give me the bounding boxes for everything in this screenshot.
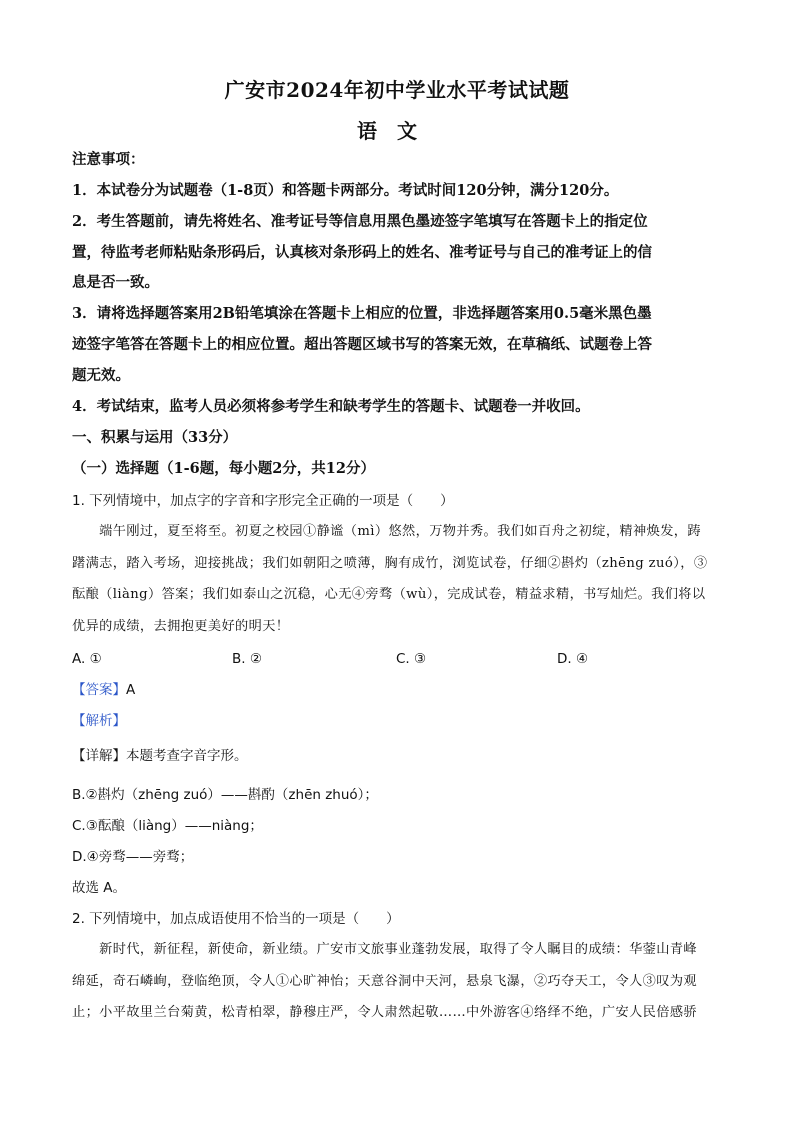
question-1-passage-line: 端午刚过，夏至将至。初夏之校园①静谧（mì）悠然，万物并秀。我们如百舟之初绽，精神焕发，踌 (72, 524, 701, 539)
option-b: B. ② (232, 651, 262, 667)
answer-label: 【答案】 (72, 682, 126, 698)
notice-line-5: 3．请将选择题答案用2B铅笔填涂在答题卡上相应的位置，非选择题答案用0.5毫米黑色墨 (72, 305, 652, 322)
notice-line-8: 4．考试结束，监考人员必须将参考学生和缺考学生的答题卡、试题卷一并收回。 (72, 398, 590, 415)
question-1-passage-line: 酝酿（liàng）答案；我们如泰山之沉稳，心无④旁骛（wù），完成试卷，精益求精，书写灿烂。我们将以 (72, 587, 706, 602)
answer-value: A (126, 682, 136, 698)
question-1-passage-line: 优异的成绩，去拥抱更美好的明天！ (72, 619, 290, 634)
notice-line-7: 题无效。 (72, 367, 130, 384)
detail-line (72, 746, 724, 766)
notice-line-3: 置，待监考老师粘贴条形码后，认真核对条形码上的姓名、准考证号与自己的准考证上的信 (72, 244, 652, 261)
question-2-passage-line: 新时代，新征程，新使命，新业绩。广安市文旅事业蓬勃发展，取得了令人瞩目的成绩：华蓥山青峰 (72, 942, 698, 957)
exam-title: 广安市2024年初中学业水平考试试题 (224, 78, 570, 102)
analysis-note: D.④旁骛——旁骛； (72, 849, 194, 865)
option-d: D. ④ (557, 651, 589, 667)
detail-text: 本题考查字音字形。 (126, 748, 248, 764)
notice-line-6: 迹签字笔答在答题卡上的相应位置。超出答题区域书写的答案无效，在草稿纸、试题卷上答 (72, 336, 652, 353)
analysis-conclusion: 故选 A。 (72, 880, 127, 896)
notice-heading: 注意事项： (72, 151, 145, 168)
analysis-line (72, 711, 724, 731)
question-1-passage-line: 躇满志，踏入考场，迎接挑战；我们如朝阳之喷薄，胸有成竹，浏览试卷，仔细②斟灼（zhēng zuó），③ (72, 556, 708, 571)
section-subheading: （一）选择题（1-6题，每小题2分，共12分） (72, 460, 375, 477)
question-2-stem: 2. 下列情境中，加点成语使用不恰当的一项是（ ） (72, 911, 400, 927)
notice-line-1: 1．本试卷分为试题卷（1-8页）和答题卡两部分。考试时间120分钟，满分120分。 (72, 182, 619, 199)
question-2-passage-line: 绵延，奇石嶙峋，登临绝顶，令人①心旷神怡；天意谷洞中天河，悬泉飞瀑，②巧夺天工，令人③叹为观 (72, 974, 698, 989)
analysis-note: C.③酝酿（liàng）——niàng； (72, 818, 263, 834)
detail-label: 【详解】 (72, 748, 126, 764)
option-c: C. ③ (396, 651, 427, 667)
notice-line-4: 息是否一致。 (72, 274, 159, 291)
question-2-passage-line: 止；小平故里兰台菊黄，松青柏翠，静穆庄严，令人肃然起敬……中外游客④络绎不绝，广安人民倍感骄 (72, 1005, 698, 1020)
notice-line-2: 2．考生答题前，请先将姓名、准考证号等信息用黑色墨迹签字笔填写在答题卡上的指定位 (72, 213, 648, 230)
question-1-stem: 1. 下列情境中，加点字的字音和字形完全正确的一项是（ ） (72, 493, 454, 509)
option-a: A. ① (72, 651, 102, 667)
subject-title: 语文 (357, 119, 437, 143)
section-heading: 一、积累与运用（33分） (72, 429, 238, 446)
analysis-label: 【解析】 (72, 713, 126, 729)
answer-line (72, 680, 724, 700)
analysis-note: B.②斟灼（zhēng zuó）——斟酌（zhēn zhuó）； (72, 787, 378, 803)
